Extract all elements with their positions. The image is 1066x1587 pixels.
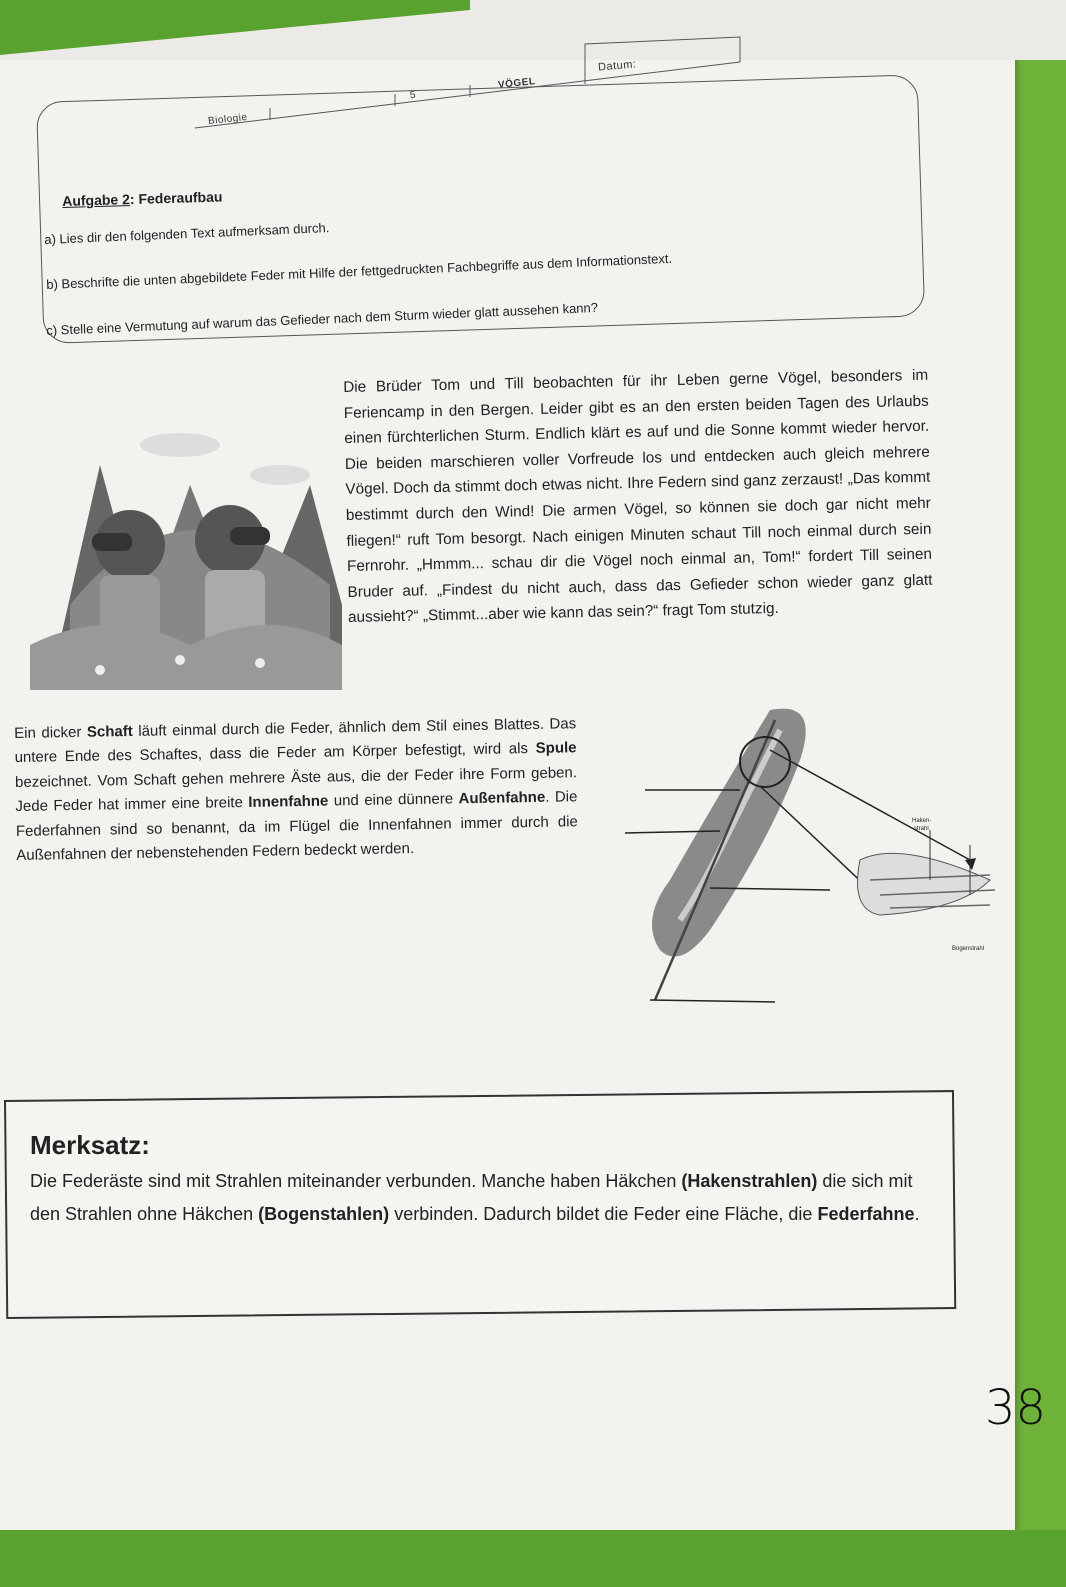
term-innenfahne: Innenfahne <box>248 792 329 812</box>
info-t2: läuft einmal durch die Feder, ähnlich dem Stil eines Blattes. Das untere Ende des Schaftes, dass die Feder am Körper befestigt, wird als <box>14 715 577 767</box>
barbule-detail <box>858 830 996 915</box>
merk-t4: . <box>914 1204 920 1224</box>
term-bogenstahlen: (Bogenstahlen) <box>258 1204 390 1224</box>
merk-t1: Die Federäste sind mit Strahlen miteinander verbunden. Manche haben Häkchen <box>30 1171 682 1191</box>
term-federfahne: Federfahne <box>817 1204 915 1224</box>
background-strip <box>0 1530 1066 1587</box>
info-t4: und eine dünnere <box>328 790 459 810</box>
page-number: 38 <box>985 1380 1047 1436</box>
term-aussenfahne: Außenfahne <box>458 788 546 808</box>
merk-t3: verbinden. Dadurch bildet die Feder eine Fläche, die <box>389 1204 818 1224</box>
feather-diagram <box>600 700 1030 1020</box>
task-b: b) Beschrifte die unten abgebildete Feder mit Hilfe der fettgedruckten Fachbegriffe aus dem Informationstext. <box>46 250 673 292</box>
subject-label: Biologie <box>207 111 249 128</box>
info-text <box>14 712 578 868</box>
merksatz-text <box>30 1165 930 1231</box>
date-label: Datum: <box>597 58 637 74</box>
info-t5: . Die Federfahnen sind so benannt, da im Flügel die Innenfahnen immer durch die Außenfahnen der nebenstehenden Federn bedeckt werden. <box>15 788 578 865</box>
label-haken: Haken- <box>912 818 932 824</box>
story-text <box>343 363 933 631</box>
topic-label: VÖGEL <box>497 76 536 91</box>
label-haken-strahl: strahl <box>914 826 929 832</box>
task-topic: : Federaufbau <box>129 188 223 208</box>
label-bogenstrahl: Bogenstrahl <box>952 946 985 952</box>
number-label: 5 <box>409 89 417 102</box>
info-paragraph <box>14 712 578 868</box>
info-t3: bezeichnet. Vom Schaft gehen mehrere Äste aus, die der Feder ihre Form geben. Jede Feder hat immer eine breite <box>14 763 578 816</box>
task-a: a) Lies dir den folgenden Text aufmerksam durch. <box>44 220 330 247</box>
task-box <box>36 74 925 344</box>
info-t1: Ein dicker <box>14 723 88 742</box>
merksatz-title: Merksatz: <box>30 1130 150 1160</box>
task-c: c) Stelle eine Vermutung auf warum das Gefieder nach dem Sturm wieder glatt aussehen kann? <box>46 299 599 338</box>
term-hakenstrahlen: (Hakenstrahlen) <box>681 1171 818 1191</box>
task-number: Aufgabe 2 <box>62 191 131 209</box>
term-spule: Spule <box>535 739 577 758</box>
story-paragraph: Die Brüder Tom und Till beobachten für ihr Leben gerne Vögel, besonders im Feriencamp in den Bergen. Leider gibt es an den ersten beiden Tagen des Urlaubs einen fürchterlichen Sturm. Endlich klärt es auf und die Sonne kommt wieder hervor. Die beiden marschieren voller Vorfreude los und entdecken auch gleich mehrere Vögel. Doch da stimmt doch etwas nicht. Ihre Federn sind ganz zerzaust! „Das kommt bestimmt durch den Wind! Die armen Vögel, so können sie doch gar nicht mehr fliegen!“ ruft Tom besorgt. Nach einigen Minuten schaut Till noch einmal durch sein Fernrohr. „Hmmm... schau dir die Vögel noch einmal an, Tom!“ fordert Till seinen Bruder auf. „Findest du nicht auch, dass das Gefieder schon wieder ganz glatt aussieht?“ „Stimmt...aber wie kann das sein?“ fragt Tom stutzig. <box>343 366 933 627</box>
term-schaft: Schaft <box>86 722 133 741</box>
merk-t2: die sich mit den Strahlen ohne Häkchen <box>30 1171 913 1224</box>
birdwatchers-illustration <box>30 405 342 690</box>
